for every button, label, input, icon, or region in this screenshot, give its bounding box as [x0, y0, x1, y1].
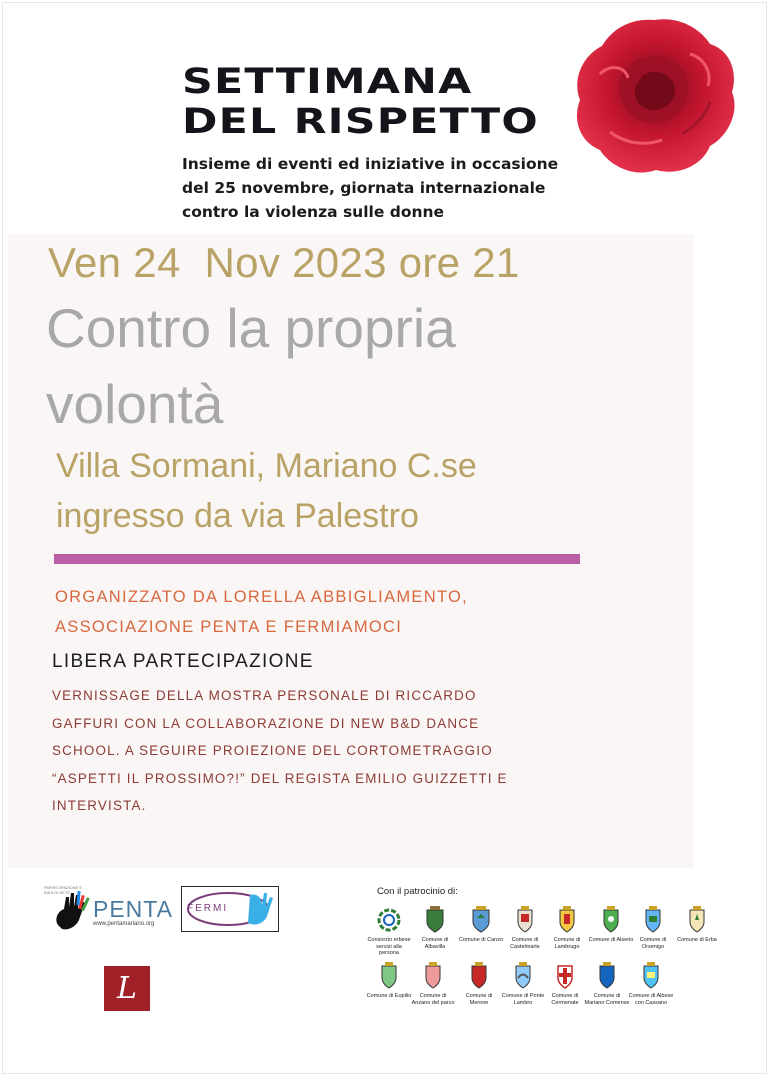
penta-url: www.pentamariano.org [93, 921, 155, 927]
fermiamoci-text: FERMI [187, 903, 229, 914]
patron-consorzio [366, 906, 412, 957]
patron-label: Comune di Anzano del parco [411, 993, 455, 1006]
event-description [52, 682, 572, 820]
lambrugo-crest-icon [556, 906, 578, 934]
patron-ponte-lambro [500, 962, 546, 1006]
organizer-line-1: ORGANIZZATO DA LORELLA ABBIGLIAMENTO, [55, 588, 469, 606]
mariano-crest-icon [596, 962, 618, 990]
event-title-line-2: volontà [46, 373, 224, 435]
erba-crest-icon [686, 906, 708, 934]
patron-label: Comune di Canzo [458, 937, 504, 943]
alserio-crest-icon [600, 906, 622, 934]
organizer-line-2: ASSOCIAZIONE PENTA E FERMIAMOCI [55, 618, 403, 636]
patron-albese [628, 962, 674, 1006]
patron-label: Consorzio erbese servizi alla persona [367, 937, 411, 956]
venue-line-1: Villa Sormani, Mariano C.se [56, 447, 477, 485]
patron-label: Comune di Alserio [588, 937, 634, 943]
section-divider [54, 554, 580, 564]
subtitle-line-2: del 25 novembre, giornata internazionale [182, 179, 546, 197]
event-title [46, 290, 456, 442]
patron-label: Comune di Erba [677, 937, 717, 943]
event-date: Ven 24 Nov 2023 ore 21 [48, 239, 520, 286]
patron-lambrugo [544, 906, 590, 950]
patron-castelmarte [502, 906, 548, 950]
patron-eupilio [366, 962, 412, 1000]
organizer-text [55, 582, 468, 642]
patron-label: Comune di Orsenigo [639, 937, 667, 950]
description-line-5: INTERVISTA. [52, 798, 147, 814]
ponte-lambro-crest-icon [512, 962, 534, 990]
albavilla-crest-icon [424, 906, 446, 934]
description-line-4: “ASPETTI IL PROSSIMO?!” DEL REGISTA EMILIO GUIZZETTI E [52, 770, 508, 786]
free-entry-label: LIBERA PARTECIPAZIONE [52, 651, 314, 672]
penta-name: PENTA [93, 896, 173, 922]
patron-erba [674, 906, 720, 944]
canzo-crest-icon [470, 906, 492, 934]
lorella-logo-letter: L [117, 971, 137, 1006]
venue-line-2: ingresso da via Palestro [56, 497, 419, 535]
patron-label: Comune di Cermenate [551, 993, 579, 1006]
patron-mariano [584, 962, 630, 1006]
patron-orsenigo [630, 906, 676, 950]
patronage-title: Con il patrocinio di: [377, 886, 458, 897]
poster-title [182, 62, 539, 142]
patron-label: Comune di Eupilio [366, 993, 412, 999]
rose-image [570, 14, 740, 179]
event-title-line-1: Contro la propria [46, 297, 456, 359]
title-line-1: SETTIMANA [182, 62, 473, 102]
eupilio-crest-icon [378, 962, 400, 990]
patron-merone [456, 962, 502, 1006]
patron-cermenate [542, 962, 588, 1006]
patron-label: Comune di Castelmarte [510, 937, 540, 950]
description-line-3: SCHOOL. A SEGUIRE PROIEZIONE DEL CORTOMETRAGGIO [52, 743, 493, 759]
castelmarte-crest-icon [514, 906, 536, 934]
cermenate-crest-icon [554, 962, 576, 990]
event-venue [56, 441, 477, 541]
consorzio-ring-icon [376, 906, 402, 934]
title-line-2: DEL RISPETTO [182, 102, 539, 142]
albese-crest-icon [640, 962, 662, 990]
patron-label: Comune di Ponte Lambro [501, 993, 545, 1006]
patron-label: Comune di Merone [465, 993, 493, 1006]
patron-label: Comune di Albavilla [421, 937, 449, 950]
patron-anzano [410, 962, 456, 1006]
orsenigo-crest-icon [642, 906, 664, 934]
patron-albavilla [412, 906, 458, 950]
description-line-2: GAFFURI CON LA COLLABORAZIONE DI NEW B&D DANCE [52, 715, 480, 731]
subtitle-line-1: Insieme di eventi ed iniziative in occasione [182, 155, 559, 173]
patron-label: Comune di Lambrugo [553, 937, 581, 950]
merone-crest-icon [468, 962, 490, 990]
patron-alserio [588, 906, 634, 944]
patron-label: Comune di Mariano Comense [584, 993, 630, 1006]
description-line-1: VERNISSAGE DELLA MOSTRA PERSONALE DI RICCARDO [52, 688, 477, 703]
patron-label: Comune di Albese con Cassano [628, 993, 674, 1006]
penta-tagline: PARTECIPAZIONE E IDEA DI RETE [44, 885, 83, 895]
anzano-crest-icon [422, 962, 444, 990]
poster-subtitle [182, 152, 582, 224]
subtitle-line-3: contro la violenza sulle donne [182, 203, 445, 221]
patron-canzo [458, 906, 504, 944]
